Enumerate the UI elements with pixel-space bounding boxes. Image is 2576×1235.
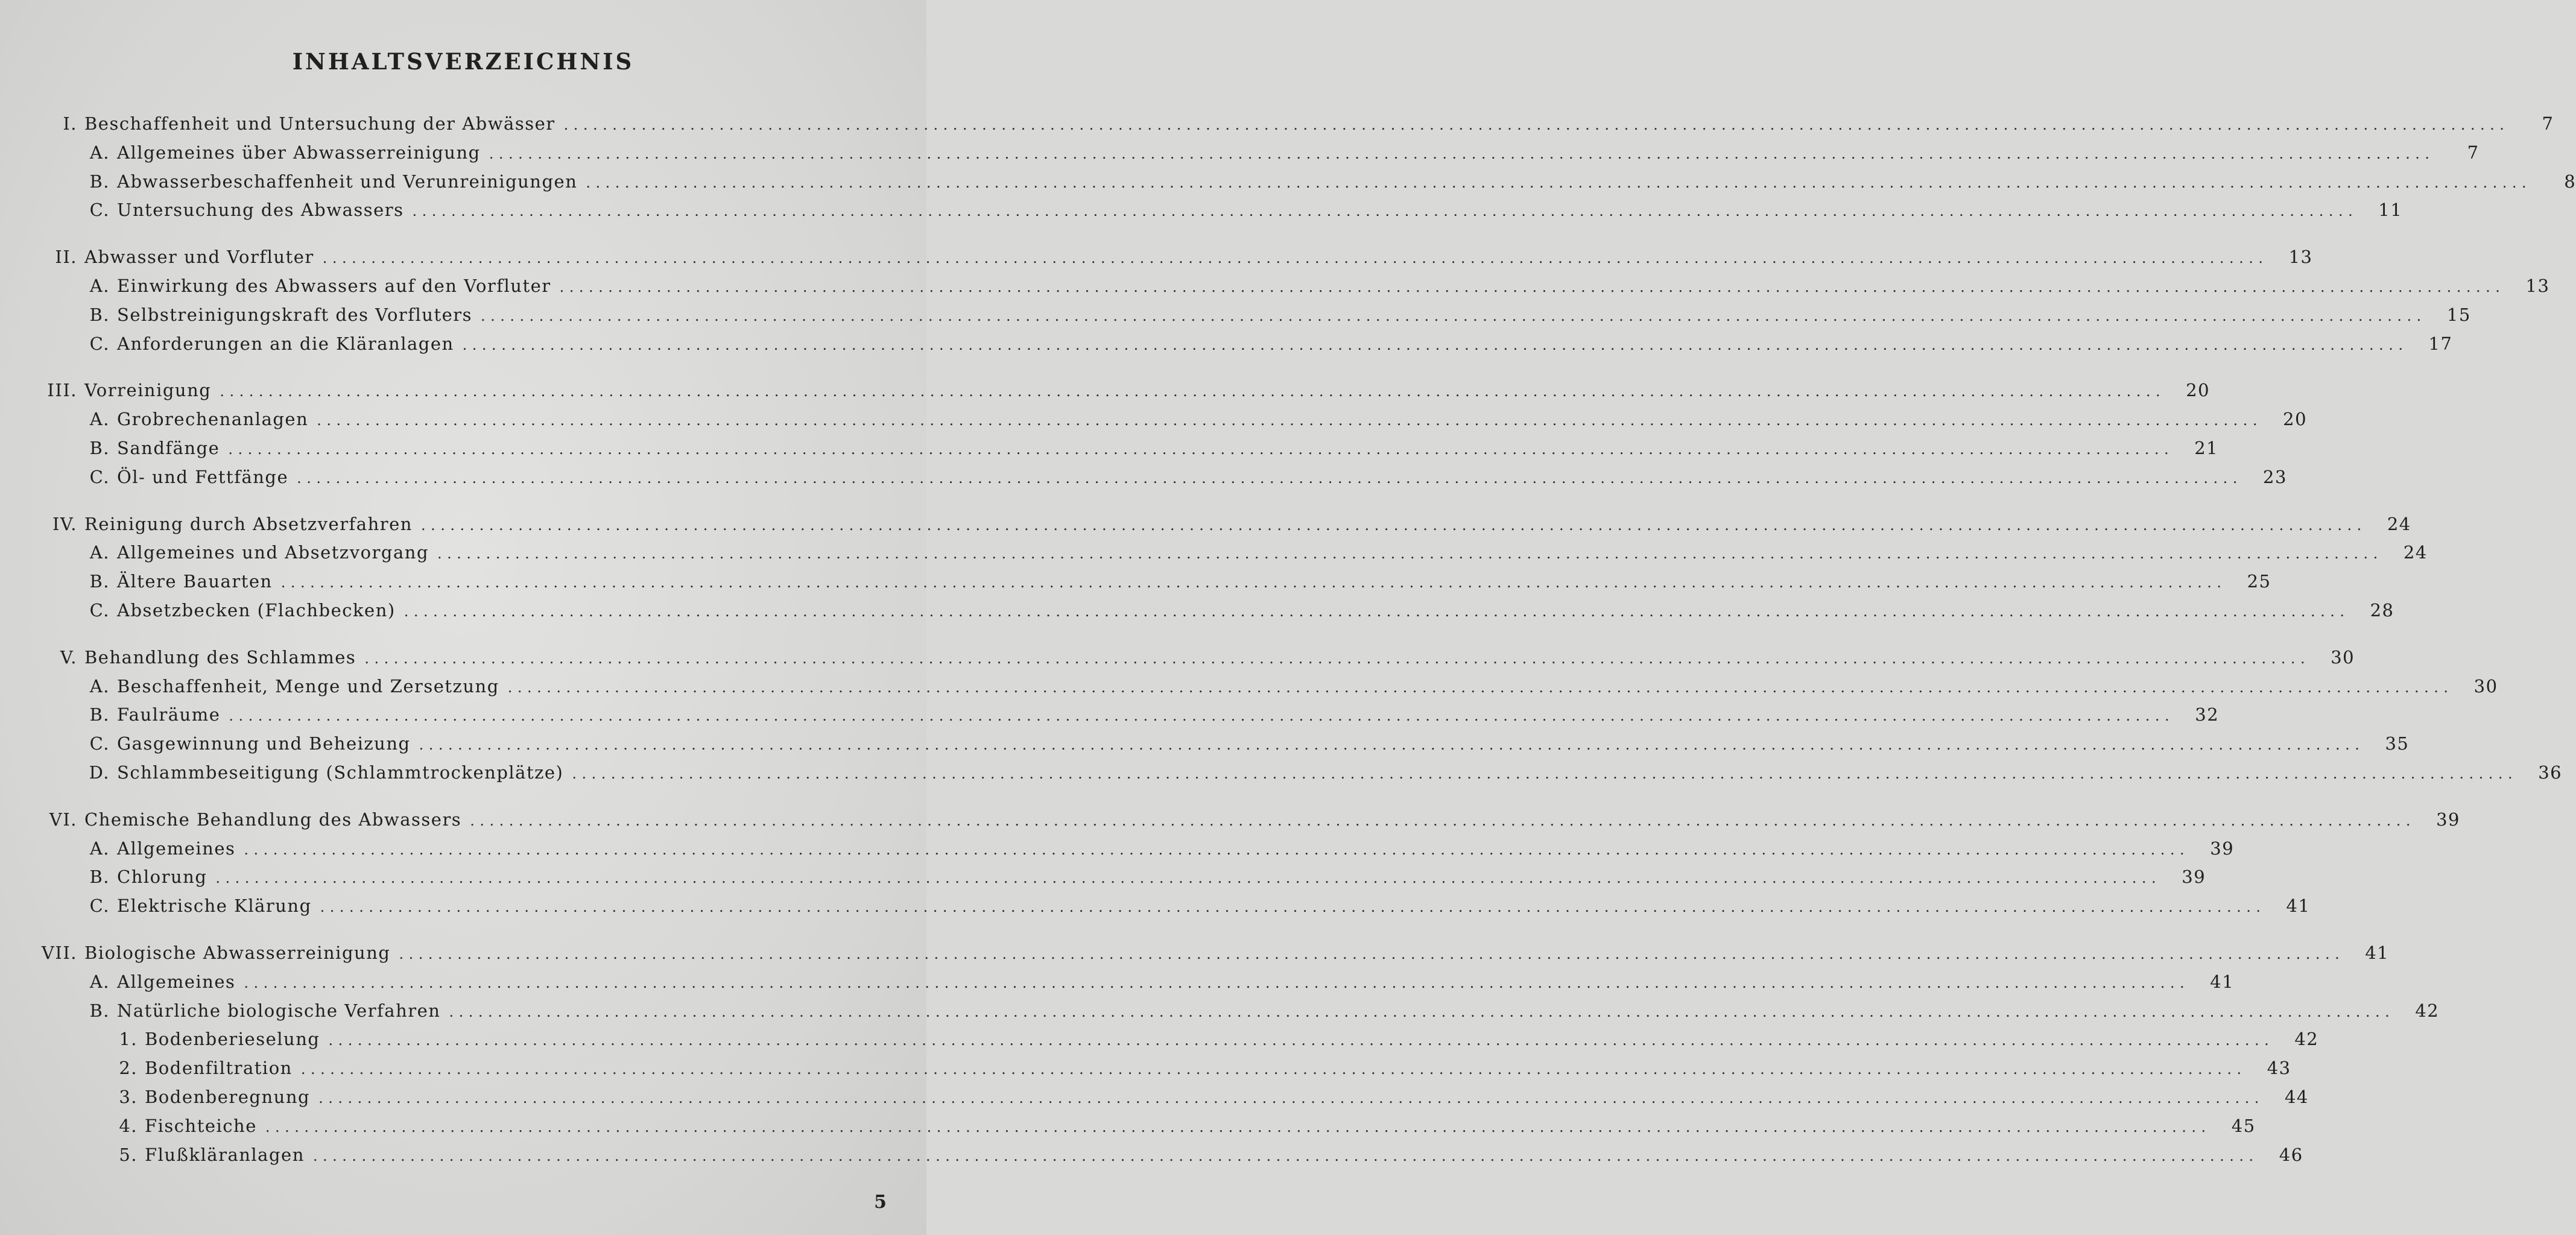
entry-page-number: 41 — [2365, 942, 2390, 963]
toc-entry — [0, 759, 2563, 788]
toc-entry — [0, 997, 2440, 1026]
toc-entry — [0, 301, 2471, 330]
entry-title: Fischteiche — [145, 1115, 257, 1136]
dot-leader: ........................................................................................................................................................................................................ — [300, 1061, 2247, 1078]
toc-entry — [0, 376, 2210, 405]
entry-number: B. — [89, 304, 110, 325]
toc-section — [0, 806, 2460, 921]
entry-number: III. — [47, 380, 77, 401]
toc-entry — [0, 510, 2411, 539]
entry-page-number: 8 — [2564, 171, 2576, 192]
toc-entry — [0, 330, 2453, 359]
dot-leader: ........................................................................................................................................................................................................ — [229, 707, 2175, 725]
entry-page-number: 32 — [2195, 704, 2220, 725]
entry-title: Abwasser und Vorfluter — [84, 247, 314, 268]
entry-number: 1. — [119, 1029, 138, 1050]
dot-leader: ........................................................................................................................................................................................................ — [507, 678, 2454, 696]
dot-leader: ........................................................................................................................................................................................................ — [412, 203, 2358, 220]
entry-title: Biologische Abwasserreinigung — [84, 942, 391, 963]
toc-entry — [0, 939, 2390, 968]
dot-leader: ........................................................................................................................................................................................................ — [437, 545, 2383, 563]
toc-entry — [0, 272, 2550, 301]
dot-leader: ........................................................................................................................................................................................................ — [328, 1032, 2274, 1049]
toc-entry — [0, 730, 2410, 759]
entry-title: Behandlung des Schlammes — [84, 646, 356, 668]
dot-leader: ........................................................................................................................................................................................................ — [449, 1003, 2395, 1020]
entry-page-number: 7 — [2467, 142, 2479, 163]
dot-leader: ........................................................................................................................................................................................................ — [563, 116, 2510, 133]
entry-page-number: 30 — [2331, 646, 2355, 668]
dot-leader: ........................................................................................................................................................................................................ — [462, 336, 2408, 353]
entry-page-number: 39 — [2436, 809, 2460, 830]
entry-page-number: 39 — [2182, 867, 2206, 888]
entry-title: Allgemeines — [117, 838, 236, 859]
dot-leader: ........................................................................................................................................................................................................ — [489, 145, 2435, 162]
entry-title: Faulräume — [117, 704, 221, 725]
entry-title: Ältere Bauarten — [117, 571, 273, 592]
entry-page-number: 7 — [2542, 113, 2554, 134]
toc-entry — [0, 968, 2235, 997]
dot-leader: ........................................................................................................................................................................................................ — [244, 974, 2190, 991]
entry-number: 3. — [119, 1086, 138, 1107]
entry-title: Bodenfiltration — [145, 1058, 293, 1079]
toc-entry — [0, 434, 2219, 463]
entry-title: Einwirkung des Abwassers auf den Vorfluter — [117, 275, 551, 296]
toc-entry — [0, 463, 2287, 492]
entry-number: I. — [63, 113, 77, 134]
toc-entry — [0, 539, 2428, 567]
entry-title: Gasgewinnung und Beheizung — [117, 733, 411, 754]
toc-entry — [0, 110, 2554, 139]
entry-title: Sandfänge — [117, 437, 220, 458]
entry-number: A. — [89, 542, 110, 563]
entry-number: 4. — [119, 1115, 138, 1136]
entry-page-number: 20 — [2186, 380, 2210, 401]
toc-entry — [0, 835, 2235, 864]
entry-number: C. — [89, 333, 110, 354]
toc-entry — [0, 1054, 2291, 1083]
toc-entry — [0, 405, 2308, 434]
toc-section — [0, 110, 2576, 225]
entry-number: B. — [89, 171, 110, 192]
entry-title: Bodenberieselung — [145, 1029, 320, 1050]
entry-number: B. — [89, 1000, 110, 1021]
entry-page-number: 28 — [2370, 599, 2394, 621]
entry-number: A. — [89, 675, 110, 696]
toc-entry — [0, 243, 2313, 272]
entry-title: Reinigung durch Absetzverfahren — [84, 513, 413, 534]
entry-number: VII. — [41, 942, 77, 963]
entry-page-number: 35 — [2385, 733, 2410, 754]
dot-leader: ........................................................................................................................................................................................................ — [220, 383, 2166, 400]
entry-title: Vorreinigung — [84, 380, 212, 401]
entry-number: C. — [89, 733, 110, 754]
entry-title: Beschaffenheit und Untersuchung der Abwässer — [84, 113, 555, 134]
entry-page-number: 39 — [2210, 838, 2235, 859]
page-title: INHALTSVERZEICHNIS — [292, 48, 635, 75]
entry-number: A. — [89, 409, 110, 430]
entry-number: II. — [55, 247, 77, 268]
dot-leader: ........................................................................................................................................................................................................ — [399, 945, 2345, 962]
entry-page-number: 23 — [2263, 466, 2287, 487]
dot-leader: ........................................................................................................................................................................................................ — [364, 649, 2311, 667]
entry-number: C. — [89, 466, 110, 487]
dot-leader: ........................................................................................................................................................................................................ — [322, 250, 2268, 267]
dot-leader: ........................................................................................................................................................................................................ — [320, 899, 2266, 916]
entry-title: Allgemeines und Absetzvorgang — [117, 542, 429, 563]
entry-title: Elektrische Klärung — [117, 895, 312, 917]
entry-number: 2. — [119, 1058, 138, 1079]
entry-title: Untersuchung des Abwassers — [117, 200, 404, 221]
entry-page-number: 30 — [2473, 675, 2498, 696]
entry-page-number: 24 — [2387, 513, 2411, 534]
entry-title: Schlammbeseitigung (Schlammtrockenplätze) — [117, 762, 564, 783]
entry-number: VI. — [49, 809, 77, 830]
entry-page-number: 20 — [2283, 409, 2308, 430]
page-number: 5 — [874, 1192, 887, 1213]
entry-number: 5. — [119, 1144, 138, 1165]
entry-number: D. — [89, 762, 110, 783]
entry-number: V. — [60, 646, 77, 668]
dot-leader: ........................................................................................................................................................................................................ — [420, 516, 2367, 534]
toc-section — [0, 243, 2550, 358]
toc-entry — [0, 1025, 2319, 1054]
toc-entry — [0, 672, 2498, 701]
entry-page-number: 36 — [2538, 762, 2563, 783]
entry-page-number: 13 — [2525, 275, 2550, 296]
table-of-contents — [0, 110, 2576, 1187]
entry-title: Natürliche biologische Verfahren — [117, 1000, 441, 1021]
toc-entry — [0, 1141, 2303, 1170]
entry-page-number: 24 — [2403, 542, 2428, 563]
toc-entry — [0, 643, 2355, 672]
entry-title: Beschaffenheit, Menge und Zersetzung — [117, 675, 499, 696]
entry-page-number: 42 — [2294, 1029, 2319, 1050]
entry-number: IV. — [52, 513, 77, 534]
entry-title: Selbstreinigungskraft des Vorfluters — [117, 304, 473, 325]
entry-title: Bodenberegnung — [145, 1086, 311, 1107]
entry-title: Öl- und Fettfänge — [117, 466, 289, 487]
entry-number: A. — [89, 275, 110, 296]
dot-leader: ........................................................................................................................................................................................................ — [318, 1089, 2264, 1107]
entry-page-number: 21 — [2194, 437, 2219, 458]
dot-leader: ........................................................................................................................................................................................................ — [559, 278, 2505, 295]
entry-title: Abwasserbeschaffenheit und Verunreinigungen — [117, 171, 578, 192]
entry-title: Chemische Behandlung des Abwassers — [84, 809, 462, 830]
entry-title: Flußkläranlagen — [145, 1144, 305, 1165]
entry-number: C. — [89, 599, 110, 621]
entry-page-number: 41 — [2286, 895, 2311, 917]
entry-page-number: 44 — [2284, 1086, 2309, 1107]
toc-section — [0, 643, 2563, 788]
entry-title: Allgemeines — [117, 971, 236, 992]
entry-page-number: 42 — [2415, 1000, 2440, 1021]
entry-number: B. — [89, 571, 110, 592]
toc-entry — [0, 168, 2576, 197]
entry-number: A. — [89, 971, 110, 992]
entry-page-number: 17 — [2428, 333, 2453, 354]
entry-number: B. — [89, 437, 110, 458]
dot-leader: ........................................................................................................................................................................................................ — [244, 841, 2190, 858]
entry-page-number: 41 — [2210, 971, 2235, 992]
entry-page-number: 13 — [2288, 247, 2313, 268]
entry-page-number: 45 — [2231, 1115, 2256, 1136]
entry-page-number: 43 — [2267, 1058, 2291, 1079]
entry-number: C. — [89, 895, 110, 917]
dot-leader: ........................................................................................................................................................................................................ — [586, 174, 2532, 191]
toc-entry — [0, 196, 2403, 225]
entry-page-number: 46 — [2279, 1144, 2303, 1165]
entry-title: Chlorung — [117, 867, 207, 888]
toc-entry — [0, 806, 2460, 835]
dot-leader: ........................................................................................................................................................................................................ — [280, 574, 2227, 592]
toc-entry — [0, 701, 2220, 730]
dot-leader: ........................................................................................................................................................................................................ — [481, 307, 2426, 324]
dot-leader: ........................................................................................................................................................................................................ — [419, 736, 2365, 754]
entry-title: Absetzbecken (Flachbecken) — [117, 599, 396, 621]
toc-entry — [0, 1083, 2309, 1112]
entry-number: A. — [89, 142, 110, 163]
toc-section — [0, 376, 2308, 491]
entry-page-number: 15 — [2446, 304, 2471, 325]
entry-number: C. — [89, 200, 110, 221]
entry-number: B. — [89, 704, 110, 725]
toc-section — [0, 939, 2440, 1169]
entry-number: A. — [89, 838, 110, 859]
entry-page-number: 11 — [2378, 200, 2403, 221]
dot-leader: ........................................................................................................................................................................................................ — [317, 412, 2263, 429]
entry-number: B. — [89, 867, 110, 888]
toc-entry — [0, 1112, 2256, 1141]
dot-leader: ........................................................................................................................................................................................................ — [297, 469, 2242, 487]
entry-title: Anforderungen an die Kläranlagen — [117, 333, 454, 354]
toc-entry — [0, 567, 2271, 596]
toc-entry — [0, 139, 2479, 168]
entry-page-number: 25 — [2247, 571, 2271, 592]
dot-leader: ........................................................................................................................................................................................................ — [265, 1118, 2211, 1136]
dot-leader: ........................................................................................................................................................................................................ — [312, 1147, 2259, 1164]
entry-title: Allgemeines über Abwasserreinigung — [117, 142, 481, 163]
entry-title: Grobrechenanlagen — [117, 409, 309, 430]
toc-entry — [0, 863, 2206, 892]
dot-leader: ........................................................................................................................................................................................................ — [228, 440, 2174, 458]
dot-leader: ........................................................................................................................................................................................................ — [572, 765, 2518, 782]
toc-entry — [0, 892, 2311, 921]
toc-entry — [0, 596, 2394, 625]
dot-leader: ........................................................................................................................................................................................................ — [470, 812, 2416, 829]
toc-section — [0, 510, 2428, 625]
dot-leader: ........................................................................................................................................................................................................ — [215, 870, 2162, 887]
dot-leader: ........................................................................................................................................................................................................ — [403, 602, 2350, 620]
